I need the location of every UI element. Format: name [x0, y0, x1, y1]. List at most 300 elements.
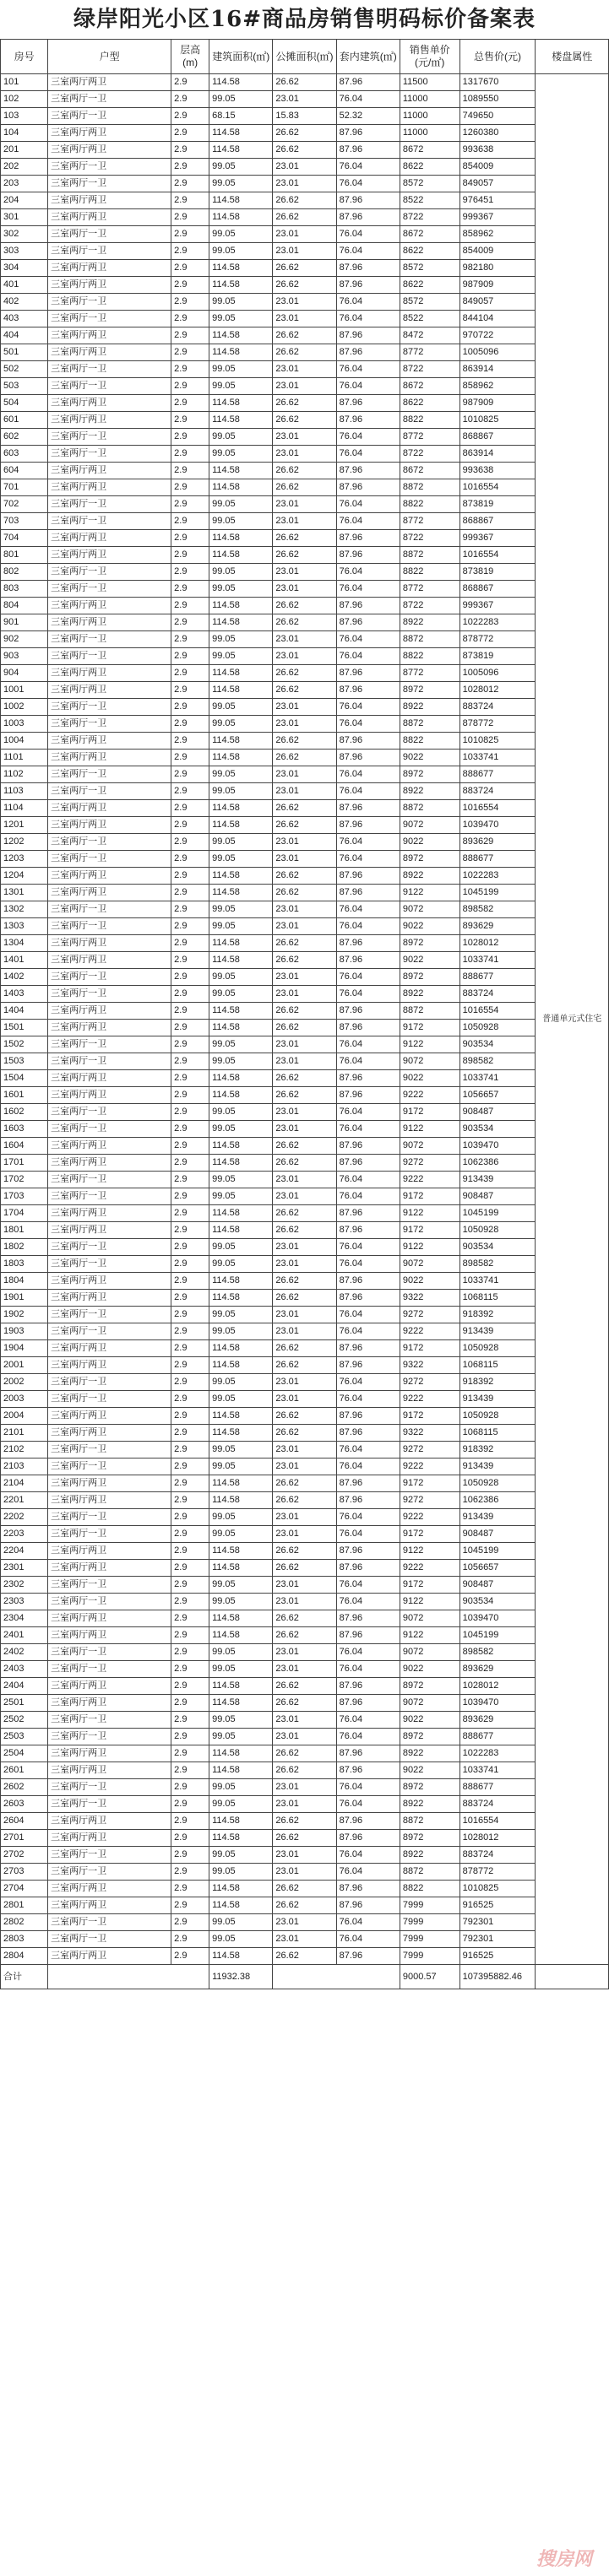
cell-shared-area: 23.01	[273, 564, 336, 581]
table-row	[1, 1543, 609, 1560]
cell-floor-height: 2.9	[171, 817, 209, 834]
cell-building-area: 114.58	[209, 598, 273, 614]
table-row	[1, 1644, 609, 1661]
cell-room-no: 302	[1, 226, 48, 243]
cell-shared-area: 26.62	[273, 209, 336, 226]
cell-inner-area: 76.04	[336, 361, 400, 378]
cell-inner-area: 87.96	[336, 1948, 400, 1965]
table-row	[1, 361, 609, 378]
cell-layout: 三室两厅一卫	[48, 986, 171, 1003]
cell-unit-price: 9222	[400, 1458, 459, 1475]
cell-shared-area: 26.62	[273, 125, 336, 142]
cell-floor-height: 2.9	[171, 446, 209, 463]
cell-inner-area: 76.04	[336, 766, 400, 783]
cell-inner-area: 87.96	[336, 1695, 400, 1712]
header-layout: 户型	[48, 40, 171, 74]
cell-room-no: 303	[1, 243, 48, 260]
cell-total-price: 1068115	[459, 1290, 536, 1307]
cell-layout: 三室两厅两卫	[48, 800, 171, 817]
cell-shared-area: 26.62	[273, 1222, 336, 1239]
cell-building-area: 99.05	[209, 1256, 273, 1273]
cell-inner-area: 76.04	[336, 446, 400, 463]
table-header-row	[1, 40, 609, 74]
cell-total-price: 1028012	[459, 682, 536, 699]
cell-building-area: 99.05	[209, 1121, 273, 1138]
table-row	[1, 1796, 609, 1813]
cell-layout: 三室两厅一卫	[48, 294, 171, 311]
cell-room-no: 1402	[1, 969, 48, 986]
table-row	[1, 1104, 609, 1121]
table-row	[1, 598, 609, 614]
cell-floor-height: 2.9	[171, 1813, 209, 1830]
cell-inner-area: 87.96	[336, 1290, 400, 1307]
cell-inner-area: 76.04	[336, 851, 400, 868]
cell-inner-area: 87.96	[336, 598, 400, 614]
cell-room-no: 2501	[1, 1695, 48, 1712]
cell-shared-area: 23.01	[273, 1509, 336, 1526]
cell-shared-area: 26.62	[273, 1003, 336, 1020]
cell-inner-area: 87.96	[336, 209, 400, 226]
cell-floor-height: 2.9	[171, 226, 209, 243]
cell-unit-price: 8972	[400, 851, 459, 868]
table-row	[1, 1408, 609, 1425]
cell-layout: 三室两厅一卫	[48, 631, 171, 648]
cell-total-price: 878772	[459, 1864, 536, 1881]
table-row	[1, 918, 609, 935]
cell-unit-price: 9172	[400, 1222, 459, 1239]
cell-unit-price: 8572	[400, 176, 459, 192]
cell-total-price: 883724	[459, 699, 536, 716]
cell-unit-price: 9172	[400, 1020, 459, 1036]
cell-inner-area: 87.96	[336, 142, 400, 159]
cell-layout: 三室两厅一卫	[48, 429, 171, 446]
cell-unit-price: 8922	[400, 1745, 459, 1762]
cell-room-no: 2802	[1, 1914, 48, 1931]
cell-room-no: 2502	[1, 1712, 48, 1729]
cell-room-no: 803	[1, 581, 48, 598]
cell-shared-area: 23.01	[273, 851, 336, 868]
cell-unit-price: 8772	[400, 513, 459, 530]
cell-room-no: 2403	[1, 1661, 48, 1678]
table-row	[1, 463, 609, 479]
table-row	[1, 1475, 609, 1492]
cell-layout: 三室两厅一卫	[48, 1796, 171, 1813]
cell-floor-height: 2.9	[171, 564, 209, 581]
cell-shared-area: 26.62	[273, 1560, 336, 1577]
cell-total-price: 970722	[459, 327, 536, 344]
cell-shared-area: 26.62	[273, 344, 336, 361]
cell-unit-price: 8922	[400, 1796, 459, 1813]
cell-shared-area: 23.01	[273, 91, 336, 108]
cell-layout: 三室两厅两卫	[48, 125, 171, 142]
table-row	[1, 614, 609, 631]
cell-room-no: 401	[1, 277, 48, 294]
cell-unit-price: 8772	[400, 429, 459, 446]
cell-building-area: 114.58	[209, 1155, 273, 1172]
cell-layout: 三室两厅一卫	[48, 108, 171, 125]
cell-shared-area: 23.01	[273, 1188, 336, 1205]
table-row	[1, 1526, 609, 1543]
table-row	[1, 564, 609, 581]
table-row	[1, 1897, 609, 1914]
cell-building-area: 99.05	[209, 294, 273, 311]
cell-inner-area: 87.96	[336, 952, 400, 969]
cell-total-price: 1045199	[459, 1205, 536, 1222]
cell-unit-price: 8872	[400, 1864, 459, 1881]
cell-shared-area: 23.01	[273, 1391, 336, 1408]
cell-total-price: 1028012	[459, 935, 536, 952]
cell-floor-height: 2.9	[171, 1239, 209, 1256]
cell-room-no: 1804	[1, 1273, 48, 1290]
cell-building-area: 99.05	[209, 446, 273, 463]
cell-building-area: 99.05	[209, 1458, 273, 1475]
cell-total-price: 918392	[459, 1374, 536, 1391]
table-row	[1, 969, 609, 986]
cell-room-no: 2203	[1, 1526, 48, 1543]
cell-unit-price: 9022	[400, 1712, 459, 1729]
cell-layout: 三室两厅两卫	[48, 412, 171, 429]
cell-shared-area: 26.62	[273, 1357, 336, 1374]
cell-layout: 三室两厅两卫	[48, 1881, 171, 1897]
cell-total-price: 1022283	[459, 614, 536, 631]
cell-inner-area: 76.04	[336, 513, 400, 530]
cell-total-price: 918392	[459, 1442, 536, 1458]
cell-room-no: 501	[1, 344, 48, 361]
cell-layout: 三室两厅一卫	[48, 716, 171, 733]
table-row	[1, 834, 609, 851]
cell-room-no: 2804	[1, 1948, 48, 1965]
cell-total-price: 908487	[459, 1577, 536, 1594]
cell-total-price: 854009	[459, 159, 536, 176]
cell-total-price: 1010825	[459, 1881, 536, 1897]
cell-building-area: 114.58	[209, 142, 273, 159]
table-row	[1, 716, 609, 733]
cell-room-no: 1303	[1, 918, 48, 935]
cell-inner-area: 76.04	[336, 716, 400, 733]
cell-unit-price: 8772	[400, 581, 459, 598]
cell-building-area: 99.05	[209, 783, 273, 800]
cell-room-no: 2601	[1, 1762, 48, 1779]
cell-room-no: 502	[1, 361, 48, 378]
cell-inner-area: 87.96	[336, 1357, 400, 1374]
cell-inner-area: 87.96	[336, 74, 400, 91]
cell-layout: 三室两厅一卫	[48, 446, 171, 463]
cell-room-no: 2803	[1, 1931, 48, 1948]
cell-shared-area: 23.01	[273, 834, 336, 851]
cell-inner-area: 87.96	[336, 547, 400, 564]
table-row	[1, 446, 609, 463]
cell-building-area: 114.58	[209, 1205, 273, 1222]
cell-total-price: 916525	[459, 1948, 536, 1965]
header-building-area: 建筑面积(㎡)	[209, 40, 273, 74]
cell-layout: 三室两厅一卫	[48, 1104, 171, 1121]
cell-building-area: 99.05	[209, 1661, 273, 1678]
cell-layout: 三室两厅一卫	[48, 159, 171, 176]
cell-building-area: 99.05	[209, 1374, 273, 1391]
cell-layout: 三室两厅两卫	[48, 817, 171, 834]
cell-shared-area: 23.01	[273, 969, 336, 986]
cell-layout: 三室两厅两卫	[48, 1290, 171, 1307]
cell-shared-area: 23.01	[273, 1729, 336, 1745]
cell-layout: 三室两厅两卫	[48, 1627, 171, 1644]
cell-room-no: 1002	[1, 699, 48, 716]
cell-layout: 三室两厅两卫	[48, 733, 171, 750]
cell-unit-price: 9022	[400, 750, 459, 766]
cell-unit-price: 8972	[400, 1830, 459, 1847]
cell-total-price: 1039470	[459, 1610, 536, 1627]
cell-room-no: 1502	[1, 1036, 48, 1053]
cell-building-area: 114.58	[209, 1560, 273, 1577]
cell-inner-area: 76.04	[336, 1121, 400, 1138]
cell-room-no: 104	[1, 125, 48, 142]
table-row	[1, 142, 609, 159]
cell-inner-area: 76.04	[336, 901, 400, 918]
table-row	[1, 1155, 609, 1172]
table-row	[1, 125, 609, 142]
cell-room-no: 1904	[1, 1340, 48, 1357]
cell-building-area: 114.58	[209, 868, 273, 885]
cell-room-no: 2004	[1, 1408, 48, 1425]
cell-unit-price: 9172	[400, 1577, 459, 1594]
cell-building-area: 99.05	[209, 648, 273, 665]
cell-building-area: 114.58	[209, 74, 273, 91]
table-row	[1, 1627, 609, 1644]
table-row	[1, 783, 609, 800]
cell-room-no: 201	[1, 142, 48, 159]
cell-shared-area: 26.62	[273, 412, 336, 429]
cell-total-price: 903534	[459, 1239, 536, 1256]
cell-unit-price: 9122	[400, 1594, 459, 1610]
cell-layout: 三室两厅一卫	[48, 1323, 171, 1340]
cell-unit-price: 9172	[400, 1475, 459, 1492]
cell-inner-area: 76.04	[336, 1104, 400, 1121]
table-row	[1, 1188, 609, 1205]
cell-building-area: 114.58	[209, 1492, 273, 1509]
cell-unit-price: 11000	[400, 125, 459, 142]
cell-layout: 三室两厅两卫	[48, 1610, 171, 1627]
table-row	[1, 108, 609, 125]
cell-shared-area: 23.01	[273, 1577, 336, 1594]
cell-inner-area: 87.96	[336, 125, 400, 142]
cell-shared-area: 23.01	[273, 648, 336, 665]
cell-building-area: 99.05	[209, 851, 273, 868]
cell-layout: 三室两厅两卫	[48, 1745, 171, 1762]
cell-layout: 三室两厅两卫	[48, 463, 171, 479]
cell-layout: 三室两厅一卫	[48, 1188, 171, 1205]
table-row	[1, 1948, 609, 1965]
table-row	[1, 243, 609, 260]
total-label: 合计	[1, 1965, 48, 1989]
cell-building-area: 99.05	[209, 378, 273, 395]
table-row	[1, 74, 609, 91]
cell-inner-area: 76.04	[336, 564, 400, 581]
cell-inner-area: 76.04	[336, 1307, 400, 1323]
cell-unit-price: 7999	[400, 1931, 459, 1948]
cell-room-no: 301	[1, 209, 48, 226]
cell-unit-price: 8672	[400, 378, 459, 395]
cell-building-area: 99.05	[209, 1526, 273, 1543]
cell-floor-height: 2.9	[171, 1374, 209, 1391]
cell-shared-area: 23.01	[273, 1053, 336, 1070]
cell-building-area: 114.58	[209, 682, 273, 699]
cell-total-price: 993638	[459, 463, 536, 479]
cell-total-price: 1039470	[459, 1695, 536, 1712]
cell-floor-height: 2.9	[171, 361, 209, 378]
cell-floor-height: 2.9	[171, 733, 209, 750]
table-row	[1, 1053, 609, 1070]
header-total-price: 总售价(元)	[459, 40, 536, 74]
cell-inner-area: 76.04	[336, 496, 400, 513]
cell-inner-area: 76.04	[336, 581, 400, 598]
cell-unit-price: 8922	[400, 1847, 459, 1864]
cell-shared-area: 26.62	[273, 547, 336, 564]
cell-shared-area: 23.01	[273, 1779, 336, 1796]
cell-building-area: 114.58	[209, 1813, 273, 1830]
cell-floor-height: 2.9	[171, 952, 209, 969]
cell-layout: 三室两厅一卫	[48, 918, 171, 935]
cell-layout: 三室两厅一卫	[48, 1442, 171, 1458]
cell-floor-height: 2.9	[171, 125, 209, 142]
cell-total-price: 868867	[459, 581, 536, 598]
cell-unit-price: 9072	[400, 1138, 459, 1155]
cell-shared-area: 23.01	[273, 1036, 336, 1053]
cell-floor-height: 2.9	[171, 1577, 209, 1594]
cell-unit-price: 9272	[400, 1155, 459, 1172]
cell-inner-area: 76.04	[336, 1661, 400, 1678]
table-row	[1, 1864, 609, 1881]
cell-layout: 三室两厅一卫	[48, 1729, 171, 1745]
cell-shared-area: 26.62	[273, 1830, 336, 1847]
cell-room-no: 2303	[1, 1594, 48, 1610]
cell-floor-height: 2.9	[171, 682, 209, 699]
cell-building-area: 99.05	[209, 699, 273, 716]
cell-floor-height: 2.9	[171, 1475, 209, 1492]
cell-inner-area: 87.96	[336, 463, 400, 479]
cell-building-area: 114.58	[209, 1881, 273, 1897]
cell-floor-height: 2.9	[171, 1881, 209, 1897]
table-row	[1, 1695, 609, 1712]
cell-layout: 三室两厅两卫	[48, 665, 171, 682]
cell-unit-price: 9272	[400, 1492, 459, 1509]
cell-shared-area: 26.62	[273, 1475, 336, 1492]
cell-room-no: 2504	[1, 1745, 48, 1762]
cell-floor-height: 2.9	[171, 1712, 209, 1729]
cell-layout: 三室两厅一卫	[48, 496, 171, 513]
cell-layout: 三室两厅两卫	[48, 682, 171, 699]
cell-inner-area: 87.96	[336, 800, 400, 817]
cell-floor-height: 2.9	[171, 1729, 209, 1745]
cell-room-no: 304	[1, 260, 48, 277]
cell-room-no: 2401	[1, 1627, 48, 1644]
cell-floor-height: 2.9	[171, 1644, 209, 1661]
cell-total-price: 898582	[459, 901, 536, 918]
price-table	[0, 39, 609, 1989]
cell-inner-area: 87.96	[336, 1425, 400, 1442]
table-row	[1, 986, 609, 1003]
cell-unit-price: 8922	[400, 699, 459, 716]
table-row	[1, 327, 609, 344]
header-room-no: 房号	[1, 40, 48, 74]
cell-inner-area: 87.96	[336, 395, 400, 412]
table-row	[1, 581, 609, 598]
cell-floor-height: 2.9	[171, 243, 209, 260]
cell-total-price: 893629	[459, 918, 536, 935]
table-row	[1, 1881, 609, 1897]
cell-unit-price: 8622	[400, 243, 459, 260]
table-row	[1, 378, 609, 395]
cell-shared-area: 26.62	[273, 74, 336, 91]
cell-layout: 三室两厅两卫	[48, 1070, 171, 1087]
cell-inner-area: 76.04	[336, 1323, 400, 1340]
cell-layout: 三室两厅两卫	[48, 277, 171, 294]
cell-floor-height: 2.9	[171, 1307, 209, 1323]
cell-unit-price: 9172	[400, 1408, 459, 1425]
cell-shared-area: 26.62	[273, 935, 336, 952]
cell-total-price: 1045199	[459, 885, 536, 901]
cell-floor-height: 2.9	[171, 1104, 209, 1121]
cell-floor-height: 2.9	[171, 91, 209, 108]
cell-building-area: 114.58	[209, 209, 273, 226]
cell-room-no: 2801	[1, 1897, 48, 1914]
cell-room-no: 902	[1, 631, 48, 648]
cell-building-area: 114.58	[209, 800, 273, 817]
cell-shared-area: 23.01	[273, 1796, 336, 1813]
cell-unit-price: 9072	[400, 1695, 459, 1712]
cell-total-price: 1005096	[459, 344, 536, 361]
cell-building-area: 114.58	[209, 1897, 273, 1914]
cell-unit-price: 8472	[400, 327, 459, 344]
total-empty	[536, 1965, 609, 1989]
cell-inner-area: 87.96	[336, 1087, 400, 1104]
table-row	[1, 1577, 609, 1594]
cell-building-area: 114.58	[209, 192, 273, 209]
cell-floor-height: 2.9	[171, 766, 209, 783]
table-row	[1, 1138, 609, 1155]
table-row	[1, 851, 609, 868]
cell-layout: 三室两厅一卫	[48, 1779, 171, 1796]
cell-room-no: 2301	[1, 1560, 48, 1577]
cell-unit-price: 11500	[400, 74, 459, 91]
cell-total-price: 908487	[459, 1526, 536, 1543]
cell-room-no: 202	[1, 159, 48, 176]
cell-layout: 三室两厅两卫	[48, 1948, 171, 1965]
table-row	[1, 344, 609, 361]
cell-shared-area: 23.01	[273, 496, 336, 513]
cell-inner-area: 76.04	[336, 429, 400, 446]
cell-total-price: 1033741	[459, 1762, 536, 1779]
cell-building-area: 114.58	[209, 1678, 273, 1695]
cell-layout: 三室两厅一卫	[48, 1036, 171, 1053]
cell-building-area: 114.58	[209, 733, 273, 750]
cell-building-area: 99.05	[209, 1188, 273, 1205]
cell-inner-area: 87.96	[336, 1762, 400, 1779]
cell-layout: 三室两厅一卫	[48, 1391, 171, 1408]
cell-room-no: 203	[1, 176, 48, 192]
cell-floor-height: 2.9	[171, 868, 209, 885]
cell-total-price: 888677	[459, 851, 536, 868]
cell-room-no: 2001	[1, 1357, 48, 1374]
cell-inner-area: 87.96	[336, 1492, 400, 1509]
cell-room-no: 1203	[1, 851, 48, 868]
cell-inner-area: 76.04	[336, 1509, 400, 1526]
cell-shared-area: 23.01	[273, 1526, 336, 1543]
cell-shared-area: 26.62	[273, 463, 336, 479]
cell-shared-area: 23.01	[273, 1712, 336, 1729]
cell-room-no: 2002	[1, 1374, 48, 1391]
cell-unit-price: 9072	[400, 901, 459, 918]
cell-floor-height: 2.9	[171, 918, 209, 935]
cell-building-area: 99.05	[209, 1594, 273, 1610]
